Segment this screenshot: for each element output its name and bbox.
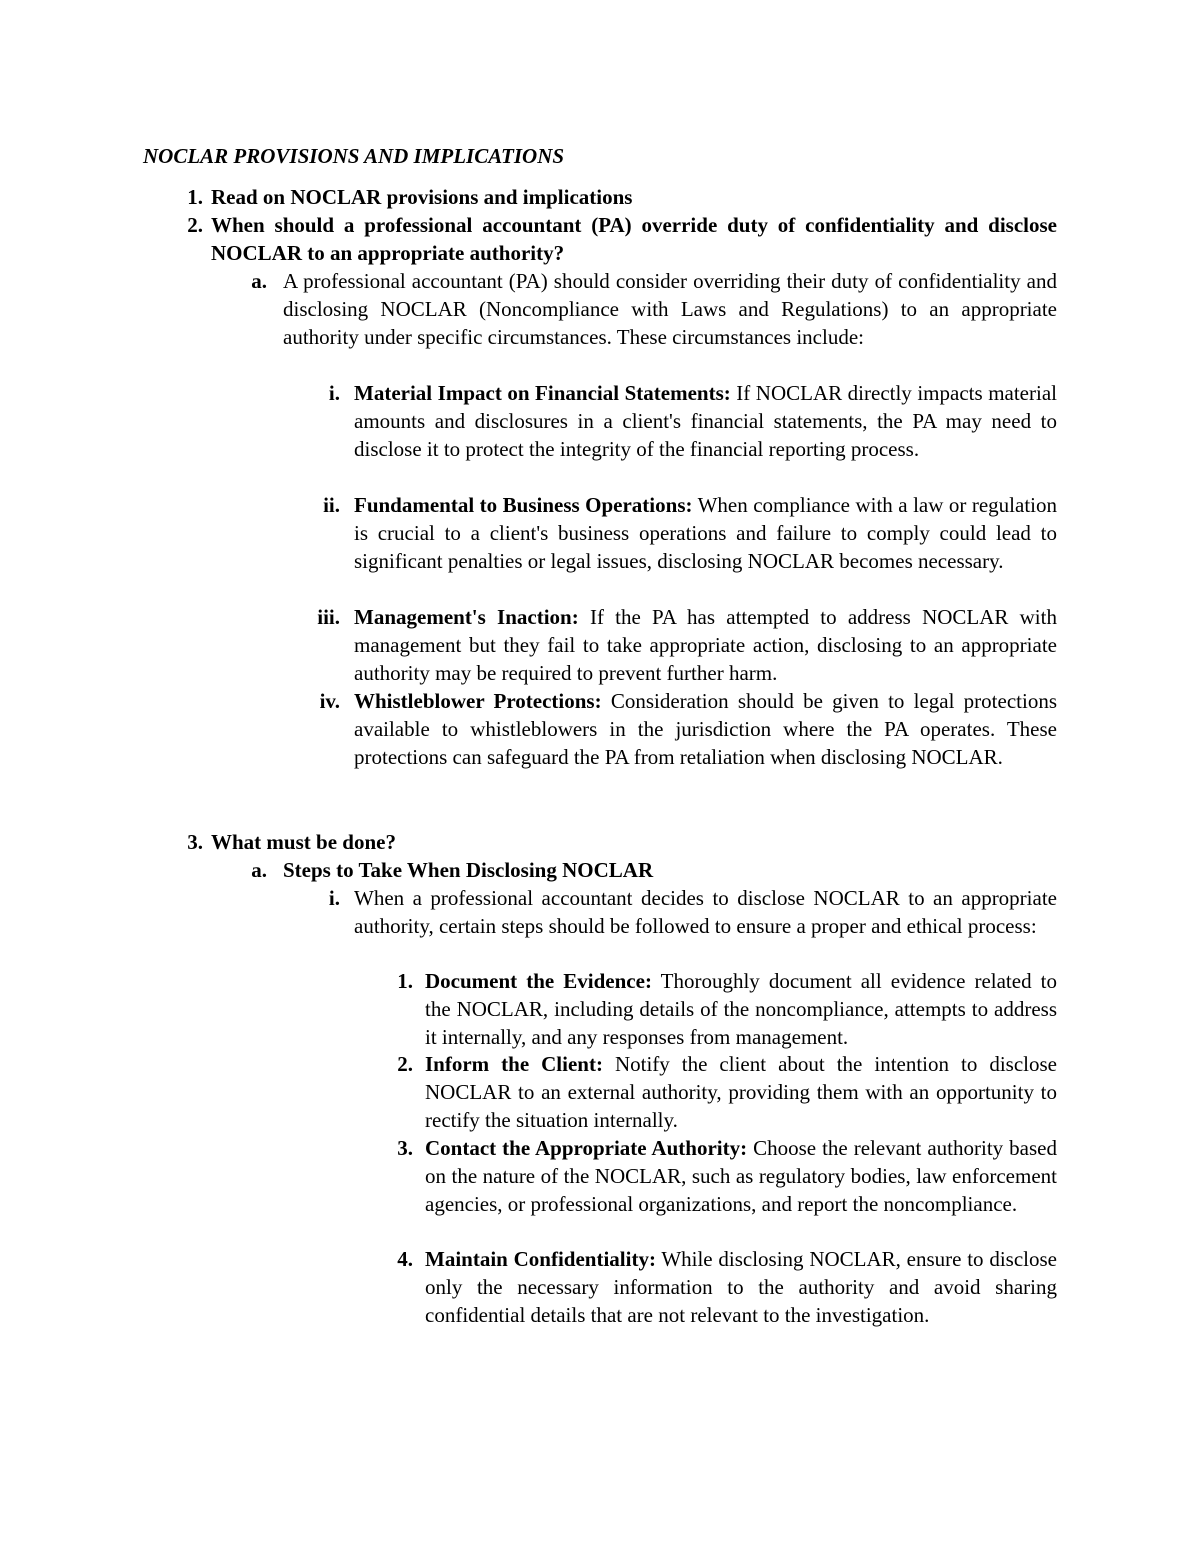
point-heading: Fundamental to Business Operations:: [354, 493, 693, 517]
step-4: [397, 1246, 1057, 1329]
list-marker: i.: [328, 886, 340, 910]
sub-heading: Steps to Take When Disclosing NOCLAR: [283, 858, 654, 882]
sub-intro-i: [328, 885, 1057, 941]
list-marker: a.: [251, 858, 267, 882]
item-text: Read on NOCLAR provisions and implications: [211, 185, 633, 209]
sub-item-2a: [251, 268, 1057, 351]
list-item-2: [187, 212, 1057, 268]
step-3: [397, 1135, 1057, 1218]
point-text: When compliance with a law or regulation is crucial to a client's business operations and failure to comply could lead to significant penalties or legal issues, disclosing NOCLAR becomes necessary.: [354, 493, 1057, 573]
list-marker: 3.: [397, 1136, 413, 1160]
list-marker: i.: [328, 381, 340, 405]
point-text: If the PA has attempted to address NOCLAR with management but they fail to take appropriate action, disclosing to an appropriate authority may be required to prevent further harm.: [354, 605, 1057, 685]
list-marker: 1.: [187, 185, 203, 209]
point-heading: Whistleblower Protections:: [354, 689, 602, 713]
item-text: When should a professional accountant (PA) override duty of confidentiality and disclose NOCLAR to an appropriate authority?: [211, 213, 1057, 265]
point-i: [328, 380, 1057, 463]
item-text: When a professional accountant decides to disclose NOCLAR to an appropriate authority, certain steps should be followed to ensure a proper and ethical process:: [354, 886, 1057, 938]
sub-item-3a: [251, 857, 1057, 885]
step-heading: Document the Evidence:: [425, 969, 652, 993]
step-2: [397, 1051, 1057, 1134]
point-iii: [317, 604, 1057, 687]
list-item-1: [187, 184, 1057, 212]
list-marker: 2.: [397, 1052, 413, 1076]
list-marker: 4.: [397, 1247, 413, 1271]
step-1: [397, 968, 1057, 1051]
step-heading: Inform the Client:: [425, 1052, 603, 1076]
list-marker: 2.: [187, 213, 203, 237]
step-heading: Maintain Confidentiality:: [425, 1247, 656, 1271]
list-marker: a.: [251, 269, 267, 293]
step-text: Notify the client about the intention to disclose NOCLAR to an external authority, providing them with an opportunity to rectify the situation internally.: [425, 1052, 1057, 1132]
list-marker: 3.: [187, 830, 203, 854]
list-marker: iii.: [317, 605, 340, 629]
step-text: While disclosing NOCLAR, ensure to disclose only the necessary information to the authority and avoid sharing confidential details that are not relevant to the investigation.: [425, 1247, 1057, 1327]
item-text: What must be done?: [211, 830, 396, 854]
list-marker: ii.: [323, 493, 340, 517]
document-title: NOCLAR PROVISIONS AND IMPLICATIONS: [143, 144, 565, 168]
point-text: Consideration should be given to legal protections available to whistleblowers in the jurisdiction where the PA operates. These protections can safeguard the PA from retaliation when disclosing NOCLAR.: [354, 689, 1057, 769]
step-text: Thoroughly document all evidence related to the NOCLAR, including details of the noncompliance, attempts to address it internally, and any responses from management.: [425, 969, 1057, 1049]
point-iv: [319, 688, 1057, 771]
point-text: If NOCLAR directly impacts material amounts and disclosures in a client's financial statements, the PA may need to disclose it to protect the integrity of the financial reporting process.: [354, 381, 1057, 461]
point-heading: Material Impact on Financial Statements:: [354, 381, 731, 405]
point-ii: [323, 492, 1057, 575]
step-heading: Contact the Appropriate Authority:: [425, 1136, 748, 1160]
item-text: A professional accountant (PA) should consider overriding their duty of confidentiality and disclosing NOCLAR (Noncompliance with Laws and Regulations) to an appropriate authority under specific circumstances. These circumstances include:: [283, 269, 1057, 349]
list-item-3: [187, 829, 1057, 857]
list-marker: iv.: [319, 689, 340, 713]
point-heading: Management's Inaction:: [354, 605, 579, 629]
list-marker: 1.: [397, 969, 413, 993]
step-text: Choose the relevant authority based on the nature of the NOCLAR, such as regulatory bodies, law enforcement agencies, or professional organizations, and report the noncompliance.: [425, 1136, 1057, 1216]
